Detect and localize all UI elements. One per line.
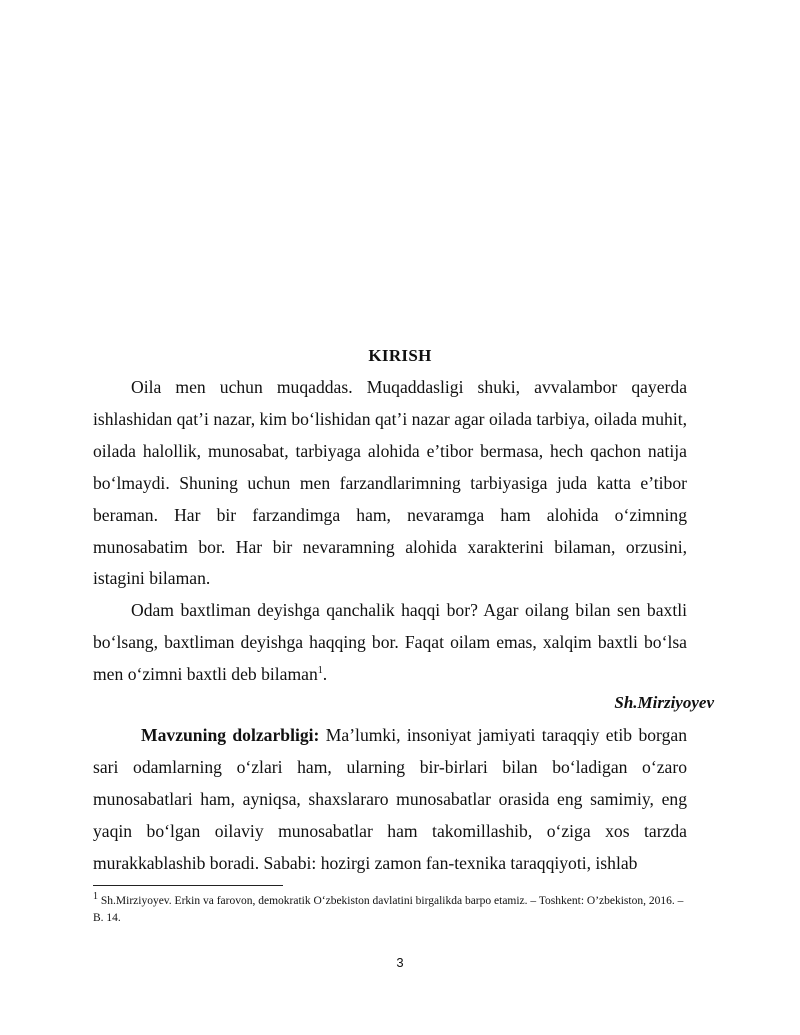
footnote-text: Sh.Mirziyoyev. Erkin va farovon, demokratik O‘zbekiston davlatini birgalikda barpo etamiz. – Toshkent: O’zbekiston, 2016. – B. 14. (93, 895, 684, 924)
relevance-text: Ma’lumki, insoniyat jamiyati taraqqiy etib borgan sari odamlarning o‘zlari ham, ularning bir-birlari bilan bo‘ladigan o‘zaro munosabatlari ham, ayniqsa, shaxslararo munosabatlar orasida eng samimiy, eng yaqin bo‘lgan oilaviy munosabatlar ham takomillashib, o‘ziga xos tarzda murakkablashib boradi. Sababi: hozirgi zamon fan-texnika taraqqiyoti, ishlab (93, 725, 687, 873)
relevance-paragraph (93, 720, 687, 880)
epigraph-author: Sh.Mirziyoyev (614, 693, 714, 712)
footnote-reference: 1 (317, 665, 323, 677)
relevance-block (93, 720, 687, 880)
epigraph-paragraph-2-text: Odam baxtliman deyishga qanchalik haqqi bor? Agar oilang bilan sen baxtli bo‘lsang, baxtliman deyishga haqqing bor. Faqat oilam emas, xalqim baxtli bo‘lsa men o‘zimni baxtli deb bilaman (93, 600, 687, 685)
epigraph-paragraph-2 (93, 595, 687, 691)
footnote-marker: 1 (93, 891, 98, 903)
epigraph-block (93, 372, 687, 691)
section-heading: KIRISH (368, 346, 432, 365)
page-number: 3 (396, 955, 404, 970)
epigraph-paragraph-2-end: . (322, 664, 328, 685)
epigraph-paragraph-1: Oila men uchun muqaddas. Muqaddasligi shuki, avvalambor qayerda ishlashidan qat’i nazar, kim bo‘lishidan qat’i nazar agar oilada tarbiya, oilada muhit, oilada halollik, munosabat, tarbiyaga alohida e’tibor bermasa, hech qachon natija bo‘lmaydi. Shuning uchun men farzandlarimning tarbiyasiga juda katta e’tibor beraman. Har bir farzandimga ham, nevaramga ham alohida o‘zimning munosabatim bor. Har bir nevaramning alohida xarakterini bilaman, orzusini, istagini bilaman. (93, 377, 687, 589)
footnote (93, 893, 687, 927)
relevance-lead: Mavzuning dolzarbligi: (141, 725, 320, 745)
footnote-divider (93, 885, 283, 886)
